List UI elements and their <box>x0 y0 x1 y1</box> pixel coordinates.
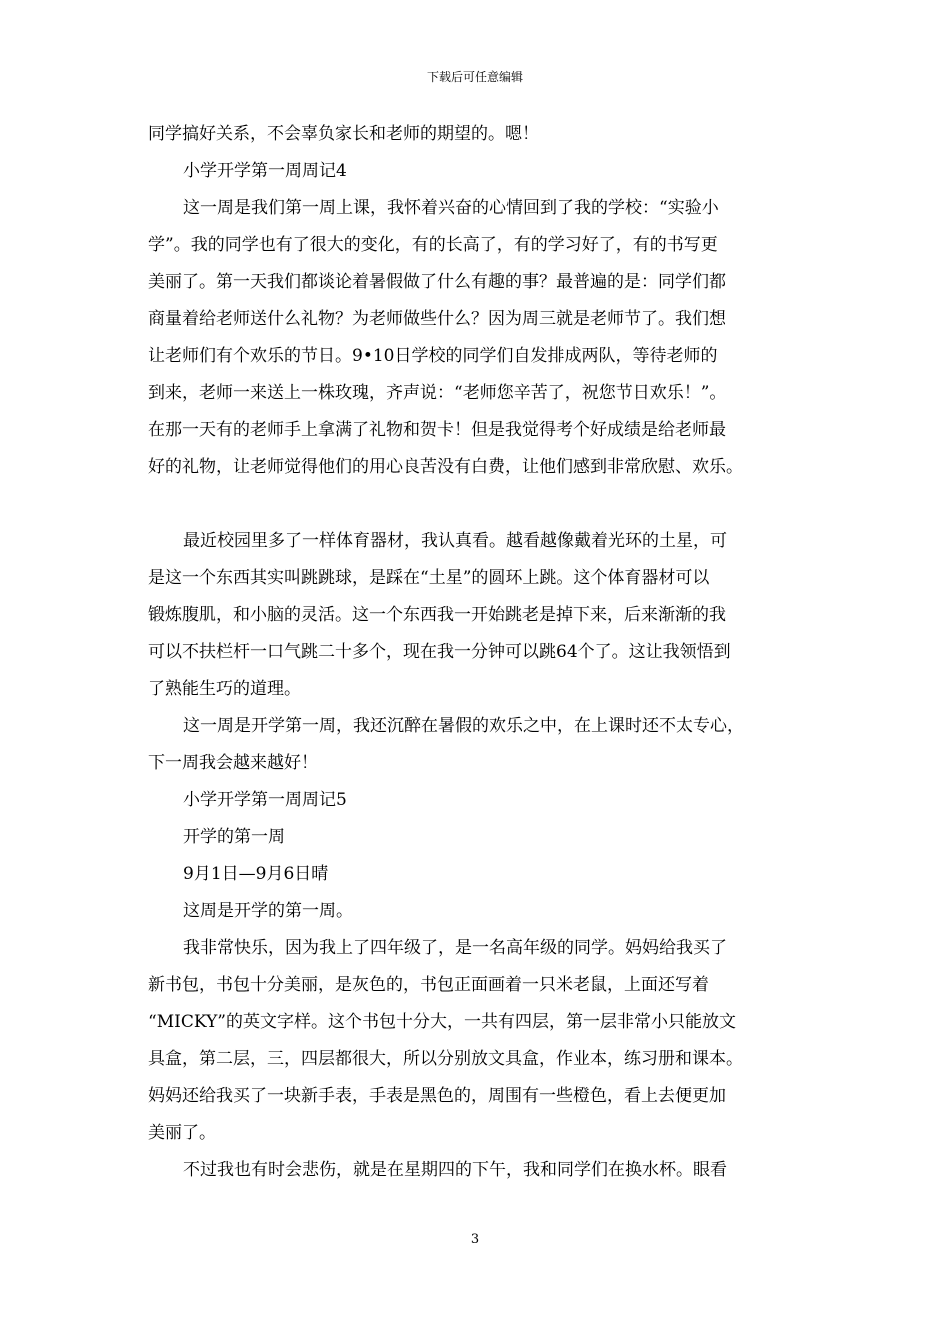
paragraph-line: 美丽了。 <box>148 1123 216 1143</box>
blank-line <box>148 492 822 529</box>
page-number: 3 <box>470 1232 480 1247</box>
section-heading: 小学开学第一周周记5 <box>183 790 347 810</box>
paragraph-line: 最近校园里多了一样体育器材，我认真看。越看越像戴着光环的土星，可 <box>183 531 727 551</box>
paragraph-line: 我非常快乐，因为我上了四年级了，是一名高年级的同学。妈妈给我买了 <box>183 938 727 958</box>
paragraph-line: 好的礼物，让老师觉得他们的用心良苦没有白费，让他们感到非常欣慰、欢乐。 <box>148 457 743 477</box>
paragraph-line: 商量着给老师送什么礼物？为老师做些什么？因为周三就是老师节了。我们想 <box>148 309 726 329</box>
paragraph-line: 是这一个东西其实叫跳跳球，是踩在“土星”的圆环上跳。这个体育器材可以 <box>148 568 710 588</box>
paragraph-line: 在那一天有的老师手上拿满了礼物和贺卡！但是我觉得考个好成绩是给老师最 <box>148 420 726 440</box>
paragraph-line: 让老师们有个欢乐的节日。9•10日学校的同学们自发排成两队，等待老师的 <box>148 346 718 366</box>
paragraph-line: “MICKY”的英文字样。这个书包十分大，一共有四层，第一层非常小只能放文 <box>148 1012 736 1032</box>
paragraph-line: 可以不扶栏杆一口气跳二十多个，现在我一分钟可以跳64个了。这让我领悟到 <box>148 642 731 662</box>
paragraph-line: 这一周是我们第一周上课，我怀着兴奋的心情回到了我的学校：“实验小 <box>183 198 719 218</box>
paragraph-line: 美丽了。第一天我们都谈论着暑假做了什么有趣的事？最普遍的是：同学们都 <box>148 272 726 292</box>
paragraph-line: 到来，老师一来送上一株玫瑰，齐声说：“老师您辛苦了，祝您节日欢乐！”。 <box>148 383 727 403</box>
paragraph-line: 下一周我会越来越好！ <box>148 753 318 773</box>
paragraph-line: 这一周是开学第一周，我还沉醉在暑假的欢乐之中，在上课时还不太专心， <box>183 716 744 736</box>
section-heading: 小学开学第一周周记4 <box>183 161 347 181</box>
page-header: 下载后可任意编辑 <box>426 70 523 84</box>
paragraph-line: 妈妈还给我买了一块新手表，手表是黑色的，周围有一些橙色，看上去便更加 <box>148 1086 726 1106</box>
paragraph-line: 同学搞好关系，不会辜负家长和老师的期望的。嗯！ <box>148 124 539 144</box>
paragraph-line: 锻炼腹肌，和小脑的灵活。这一个东西我一开始跳老是掉下来，后来渐渐的我 <box>148 605 726 625</box>
paragraph-line: 具盒，第二层，三，四层都很大，所以分别放文具盒，作业本，练习册和课本。 <box>148 1049 743 1069</box>
document-body <box>148 122 822 1195</box>
entry-title: 开学的第一周 <box>183 827 285 847</box>
paragraph-line: 了熟能生巧的道理。 <box>148 679 301 699</box>
paragraph-line: 不过我也有时会悲伤，就是在星期四的下午，我和同学们在换水杯。眼看 <box>183 1160 727 1180</box>
paragraph-line: 新书包，书包十分美丽，是灰色的，书包正面画着一只米老鼠，上面还写着 <box>148 975 709 995</box>
paragraph-line: 学”。我的同学也有了很大的变化，有的长高了，有的学习好了，有的书写更 <box>148 235 718 255</box>
entry-date: 9月1日—9月6日晴 <box>183 864 329 884</box>
paragraph-line: 这周是开学的第一周。 <box>183 901 353 921</box>
